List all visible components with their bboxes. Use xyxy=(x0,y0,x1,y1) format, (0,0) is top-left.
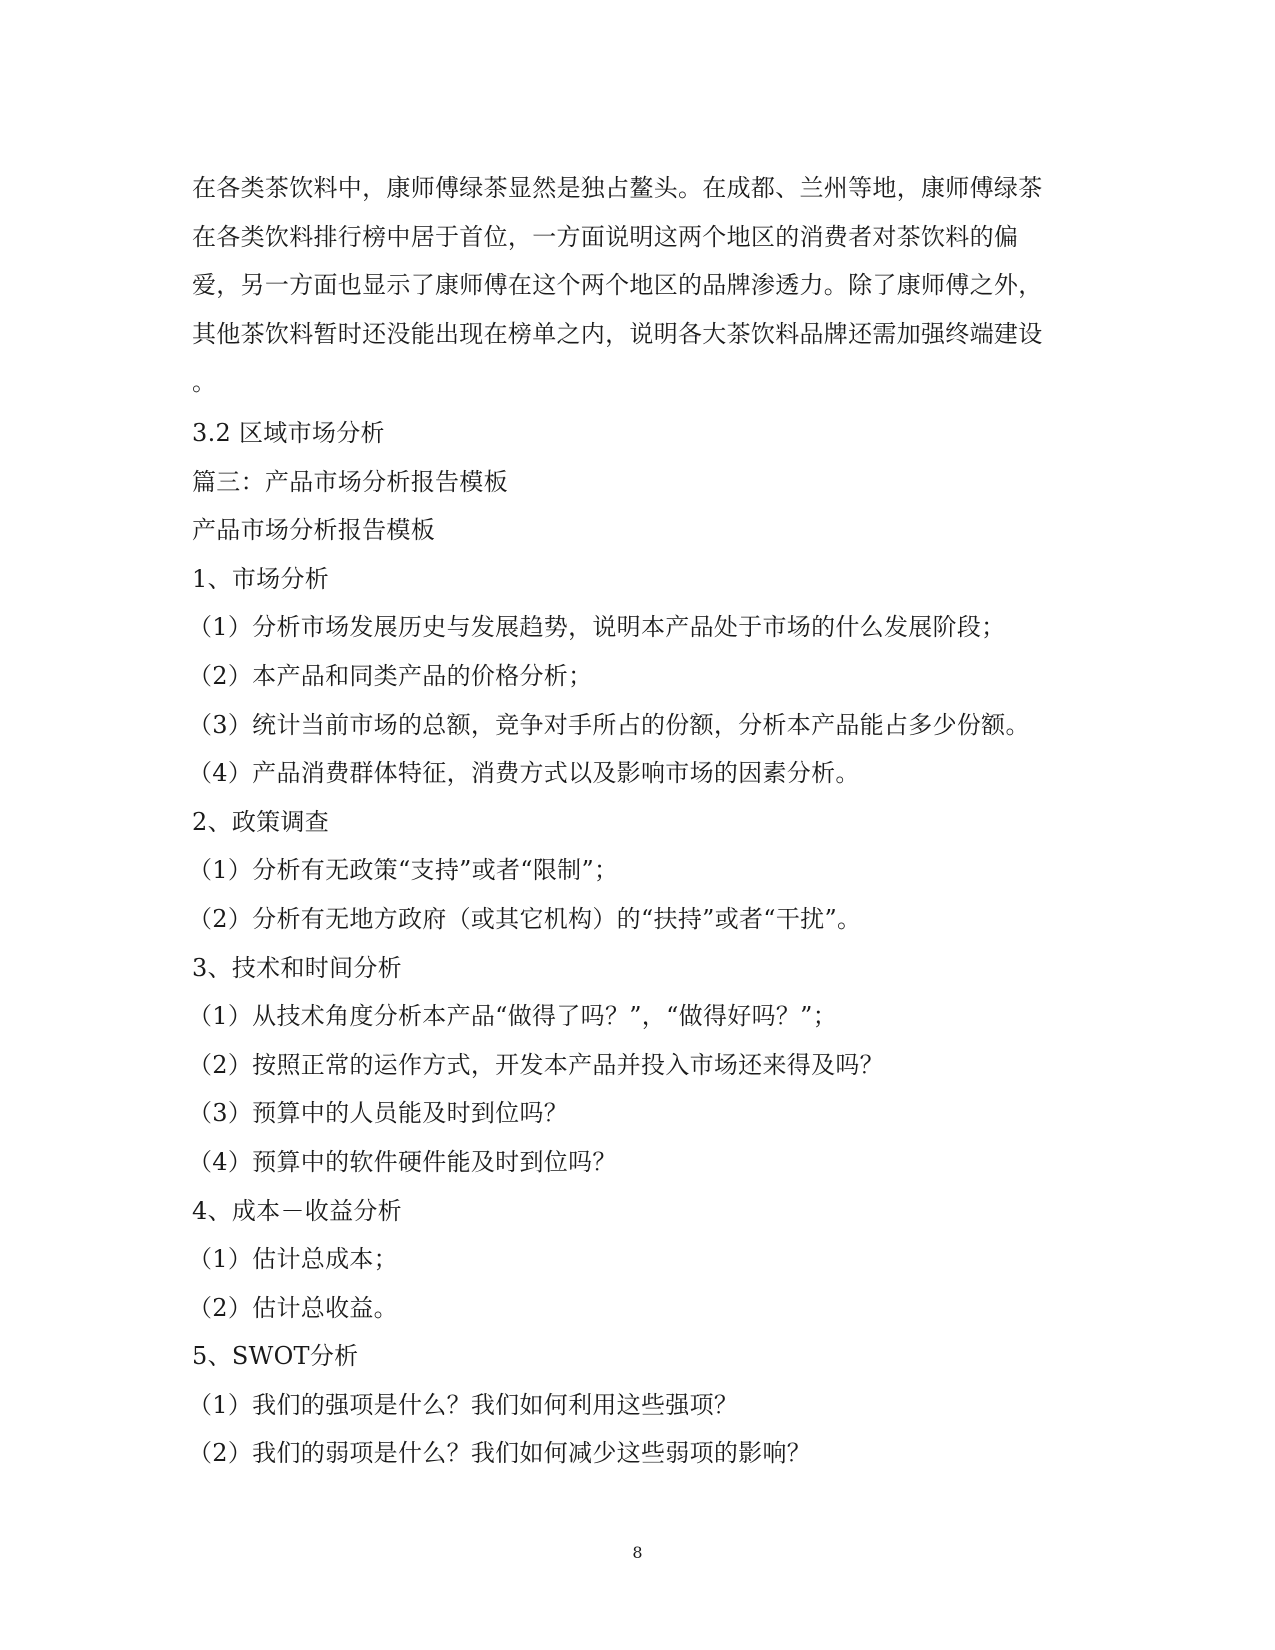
list-item: （1）估计总成本； xyxy=(188,1245,398,1274)
list-item: （3）预算中的人员能及时到位吗？ xyxy=(188,1099,569,1128)
intro-paragraph xyxy=(192,164,1072,407)
paragraph-line: 在各类茶饮料中，康师傅绿茶显然是独占鳌头。在成都、兰州等地，康师傅绿茶 xyxy=(192,174,1043,202)
section-heading: 1、市场分析 xyxy=(192,564,330,593)
list-item: （2）本产品和同类产品的价格分析； xyxy=(188,661,593,690)
list-item: （2）按照正常的运作方式，开发本产品并投入市场还来得及吗？ xyxy=(188,1050,884,1079)
section-heading: 5、SWOT分析 xyxy=(192,1342,359,1371)
list-item: （4）产品消费群体特征，消费方式以及影响市场的因素分析。 xyxy=(188,759,860,788)
paragraph-line: 其他茶饮料暂时还没能出现在榜单之内，说明各大茶饮料品牌还需加强终端建设 xyxy=(192,319,1043,348)
section-heading: 4、成本－收益分析 xyxy=(192,1196,402,1225)
list-item: （3）统计当前市场的总额，竞争对手所占的份额，分析本产品能占多少份额。 xyxy=(188,710,1030,739)
list-item: （4）预算中的软件硬件能及时到位吗？ xyxy=(188,1147,617,1176)
list-item: （2）我们的弱项是什么？我们如何减少这些弱项的影响？ xyxy=(188,1439,812,1468)
page-number: 8 xyxy=(632,1543,643,1562)
document-body xyxy=(188,409,1072,1478)
section-heading: 3.2 区域市场分析 xyxy=(192,419,385,447)
list-item: （2）分析有无地方政府（或其它机构）的“扶持”或者“干扰”。 xyxy=(188,904,862,933)
list-item: （1）从技术角度分析本产品“做得了吗？”，“做得好吗？”； xyxy=(188,1002,838,1031)
list-item: （2）估计总收益。 xyxy=(188,1293,398,1322)
paragraph-line: 。 xyxy=(192,368,217,396)
paragraph-line: 在各类饮料排行榜中居于首位，一方面说明这两个地区的消费者对茶饮料的偏 xyxy=(192,222,1019,251)
article-title: 篇三：产品市场分析报告模板 xyxy=(192,467,508,496)
paragraph-line: 爱，另一方面也显示了康师傅在这个两个地区的品牌渗透力。除了康师傅之外， xyxy=(192,271,1043,299)
document-title: 产品市场分析报告模板 xyxy=(192,516,435,545)
list-item: （1）分析市场发展历史与发展趋势，说明本产品处于市场的什么发展阶段； xyxy=(188,613,1006,642)
section-heading: 3、技术和时间分析 xyxy=(192,953,402,982)
list-item: （1）我们的强项是什么？我们如何利用这些强项？ xyxy=(188,1390,739,1419)
list-item: （1）分析有无政策“支持”或者“限制”； xyxy=(188,856,619,885)
section-heading: 2、政策调查 xyxy=(192,807,330,836)
